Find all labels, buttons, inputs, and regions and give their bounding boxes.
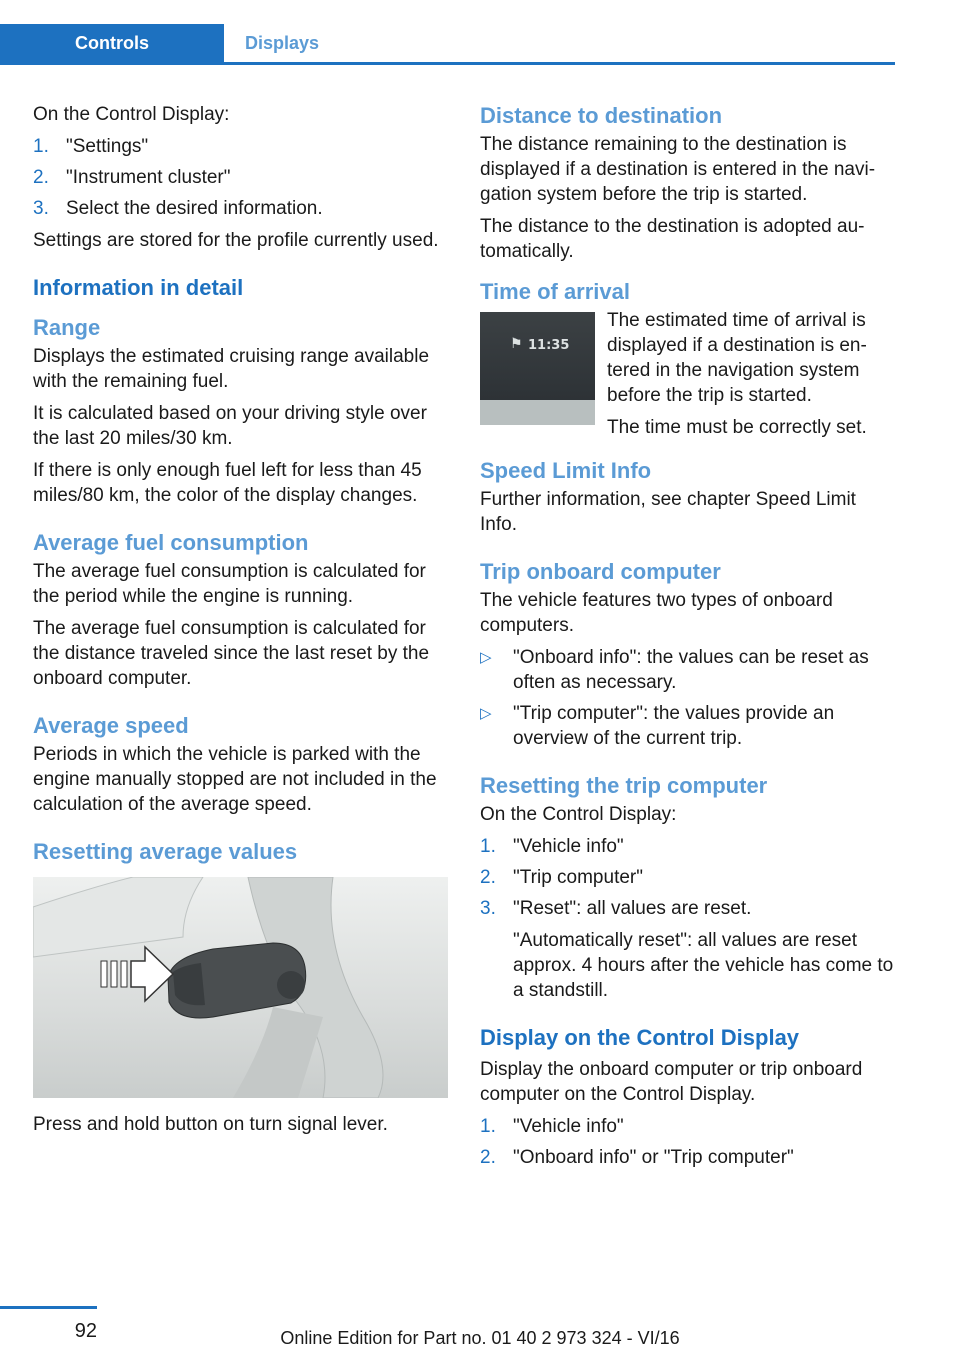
step-text: "Vehicle info" [513, 1116, 624, 1137]
tab-displays: Displays [244, 33, 320, 53]
list-item [33, 134, 448, 159]
step-text: Select the desired information. [66, 198, 323, 219]
step-text: "Onboard info" or "Trip computer" [513, 1147, 794, 1168]
list-item [480, 1114, 895, 1139]
list-item [480, 834, 895, 859]
reset-caption: Press and hold button on turn signal lever. [33, 1114, 388, 1135]
settings-steps [33, 134, 448, 221]
display-control-steps [480, 1114, 895, 1170]
list-item [480, 896, 895, 1003]
page-number: 92 [74, 1320, 97, 1342]
step-text: "Settings" [66, 136, 149, 157]
bullet-text: "Onboard info": the values can be reset as often as necessary. [513, 647, 869, 693]
step-number: 2. [33, 167, 49, 188]
list-item [33, 196, 448, 221]
left-column [33, 102, 448, 1144]
range-text: It is calculated based on your driving style over the last 20 miles/30 km. [33, 403, 427, 449]
reset-trip-intro: On the Control Display: [480, 804, 677, 825]
avg-fuel-heading: Average fuel consumption [33, 530, 309, 555]
arrival-heading: Time of arrival [480, 279, 630, 304]
destination-flag-icon: ⚑ [510, 335, 523, 351]
step-number: 2. [480, 1147, 496, 1168]
step-number: 1. [480, 836, 496, 857]
reset-trip-heading: Resetting the trip computer [480, 773, 768, 798]
bullet-triangle-icon: ▷ [480, 705, 492, 722]
arrival-text: The estimated time of arrival is displayed if a destination is en‐tered in the navigation system before the trip is started. [607, 310, 867, 406]
arrival-text: The time must be correctly set. [607, 417, 867, 438]
arrival-screen [480, 312, 595, 400]
avg-fuel-text: The average fuel consumption is calculated for the distance traveled since the last reset by the onboard computer. [33, 618, 430, 689]
step-number: 1. [480, 1116, 496, 1137]
arrival-block [480, 308, 895, 436]
distance-heading: Distance to destination [480, 103, 723, 128]
step-text: "Vehicle info" [513, 836, 624, 857]
avg-speed-text: Periods in which the vehicle is parked with the engine manually stopped are not included in the calculation of the average speed. [33, 744, 437, 815]
turn-signal-lever-image [33, 877, 448, 1098]
chapter-tab-bar [0, 24, 895, 65]
step-number: 3. [480, 898, 496, 919]
avg-fuel-text: The average fuel consumption is calculated for the period while the engine is running. [33, 561, 426, 607]
turn-signal-lever-illustration [33, 877, 448, 1098]
range-text: If there is only enough fuel left for less than 45 miles/80 km, the color of the display changes. [33, 460, 422, 506]
step-text: "Trip computer" [513, 867, 643, 888]
distance-text: The distance to the destination is adopted au‐tomatically. [480, 216, 865, 262]
trip-onboard-heading: Trip onboard computer [480, 559, 721, 584]
step-number: 3. [33, 198, 49, 219]
step-number: 1. [33, 136, 49, 157]
list-item [480, 865, 895, 890]
trip-onboard-text: The vehicle features two types of onboard computers. [480, 590, 833, 636]
right-column [480, 102, 895, 1177]
distance-text: The distance remaining to the destination is displayed if a destination is entered in the navi‐gation system before the trip is started. [480, 134, 876, 205]
display-control-heading: Display on the Control Display [480, 1025, 800, 1050]
range-heading: Range [33, 315, 101, 340]
list-item [33, 165, 448, 190]
arrival-display-image [480, 312, 595, 425]
trip-types-list [480, 645, 895, 751]
reset-avg-heading: Resetting average values [33, 839, 298, 864]
step-subtext: "Automatically reset": all values are reset approx. 4 hours after the vehicle has come to a standstill. [513, 930, 894, 1001]
range-text: Displays the estimated cruising range available with the remaining fuel. [33, 346, 430, 392]
arrival-text-block [607, 308, 895, 447]
list-item [480, 1145, 895, 1170]
tab-controls: Controls [0, 24, 224, 62]
speed-limit-heading: Speed Limit Info [480, 458, 652, 483]
step-number: 2. [480, 867, 496, 888]
reset-trip-steps [480, 834, 895, 1003]
intro-text: On the Control Display: [33, 104, 230, 125]
list-item [480, 701, 895, 751]
step-text: "Instrument cluster" [66, 167, 231, 188]
bullet-triangle-icon: ▷ [480, 649, 492, 666]
bullet-text: "Trip computer": the values provide an overview of the current trip. [513, 703, 835, 749]
speed-limit-text: Further information, see chapter Speed Limit Info. [480, 489, 856, 535]
avg-speed-heading: Average speed [33, 713, 189, 738]
display-control-text: Display the onboard computer or trip onboard computer on the Control Display. [480, 1059, 863, 1105]
list-item [480, 645, 895, 695]
edition-footer: Online Edition for Part no. 01 40 2 973 324 - VI/16 [280, 1328, 680, 1348]
footer-rule [0, 1306, 97, 1309]
step-text: "Reset": all values are reset. [513, 898, 752, 919]
arrival-clock: 11:35 [528, 338, 570, 353]
info-detail-heading: Information in detail [33, 275, 244, 300]
settings-stored-text: Settings are stored for the profile currently used. [33, 230, 439, 251]
